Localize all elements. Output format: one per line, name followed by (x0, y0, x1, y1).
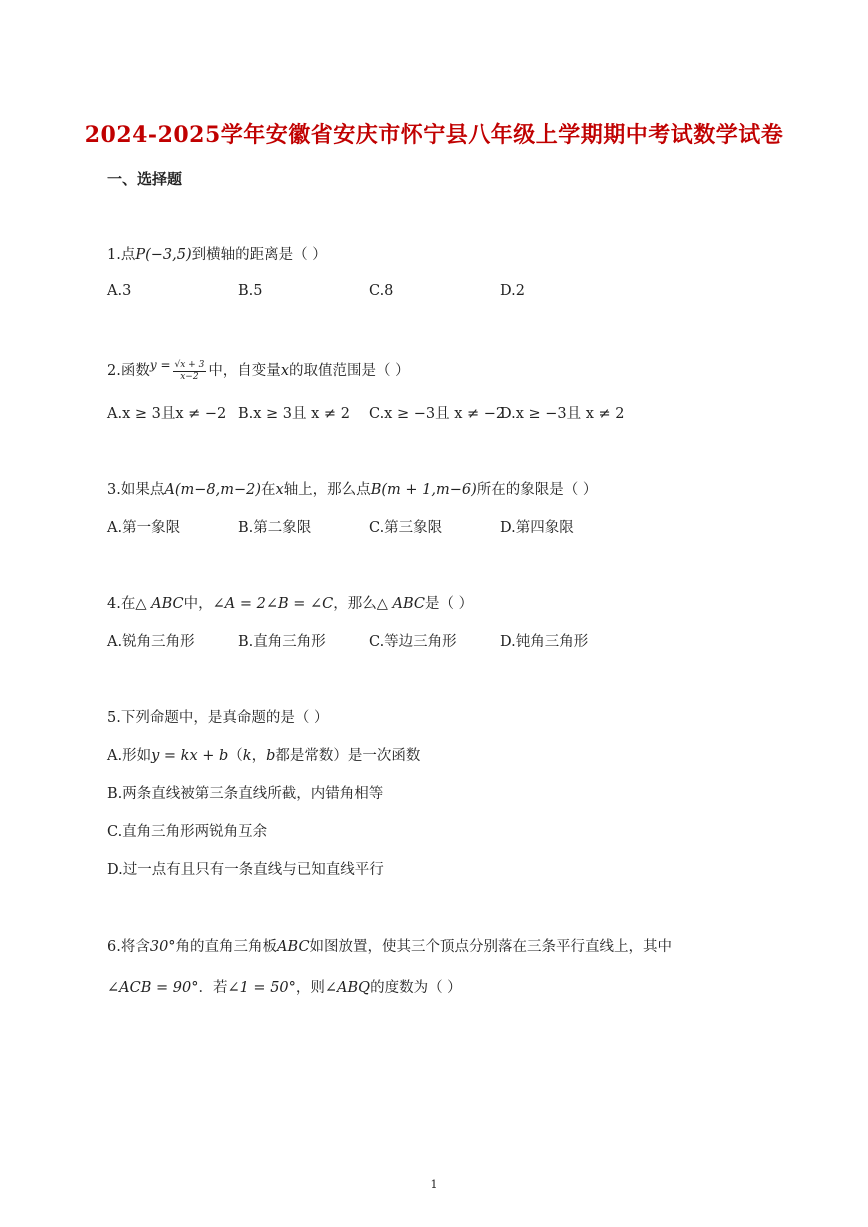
q1-stem-a: 1.点 (107, 247, 136, 263)
q6-stem-b: 角的直角三角板 (175, 939, 278, 955)
question-3 (107, 478, 597, 499)
question-5: 5.下列命题中，是真命题的是（ ） (107, 710, 329, 726)
q4-math-c: △ ABC (376, 596, 426, 612)
q2-stem-b: 中，自变量 (208, 363, 281, 379)
q5-option-a[interactable] (107, 744, 420, 765)
q3-option-a[interactable]: A.第一象限 (107, 520, 181, 536)
q5-option-a-text-2: （ (228, 748, 243, 764)
q5-option-a-k: k (242, 748, 252, 764)
q1-option-d[interactable]: D.2 (500, 283, 525, 299)
q3-math-b: B(m + 1,m−6) (370, 482, 477, 498)
q2-stem-c: 的取值范围是（ ） (289, 363, 410, 379)
q6-stem-c: 如图放置，使其三个顶点分别落在三条平行直线上，其中 (309, 939, 673, 955)
question-2 (107, 358, 410, 383)
q2-option-a[interactable]: A.x ≥ 3且x ≠ −2 (107, 406, 227, 422)
q3-stem-a: 3.如果点 (107, 482, 165, 498)
q5-option-a-b: b (266, 748, 276, 764)
q5-option-a-math: y = kx + b (151, 748, 229, 764)
q6-line2-text-b: ，则 (295, 980, 325, 996)
q1-math: P(−3,5) (135, 247, 192, 263)
q1-option-b[interactable]: B.5 (238, 283, 263, 299)
q3-stem-c: 轴上，那么点 (283, 482, 371, 498)
q3-option-b[interactable]: B.第二象限 (238, 520, 312, 536)
q6-line2-text-c: 的度数为（ ） (370, 980, 462, 996)
q3-math-a: A(m−8,m−2) (164, 482, 261, 498)
q6-line2-math-a: ∠ACB = 90° (107, 980, 199, 996)
q3-stem-d: 所在的象限是（ ） (476, 482, 598, 498)
q5-option-c[interactable]: C.直角三角形两锐角互余 (107, 824, 268, 840)
question-6 (107, 935, 672, 956)
q4-math-a: △ ABC (135, 596, 184, 612)
q6-math-b: ABC (277, 939, 310, 955)
q5-option-a-text-1: A.形如 (107, 748, 152, 764)
page-number: 1 (430, 1178, 438, 1191)
q2-y: y = (149, 358, 171, 372)
q4-math-b: ∠A = 2∠B = ∠C (212, 596, 334, 612)
q4-stem-d: 是（ ） (425, 596, 474, 612)
q2-denominator: x−2 (180, 371, 199, 382)
page-title: 2024-2025学年安徽省安庆市怀宁县八年级上学期期中考试数学试卷 (84, 122, 784, 148)
q2-option-b[interactable]: B.x ≥ 3且 x ≠ 2 (238, 406, 350, 422)
q2-numerator: √x + 3 (174, 359, 205, 370)
question-1 (107, 243, 327, 264)
q1-option-c[interactable]: C.8 (369, 283, 394, 299)
q4-option-d[interactable]: D.钝角三角形 (500, 634, 589, 650)
q5-option-d[interactable]: D.过一点有且只有一条直线与已知直线平行 (107, 862, 384, 878)
question-4 (107, 592, 473, 613)
q2-option-c[interactable]: C.x ≥ −3且 x ≠ −2 (369, 406, 506, 422)
q4-option-a[interactable]: A.锐角三角形 (107, 634, 195, 650)
q1-stem-b: 到横轴的距离是（ ） (191, 247, 327, 263)
q4-stem-c: ，那么 (333, 596, 377, 612)
question-6-line-2 (107, 976, 462, 997)
q2-stem-a: 2.函数 (107, 363, 150, 379)
q4-stem-b: 中， (183, 596, 213, 612)
q4-option-c[interactable]: C.等边三角形 (369, 634, 457, 650)
q3-option-c[interactable]: C.第三象限 (369, 520, 443, 536)
q6-line2-math-c: ∠ABQ (324, 980, 371, 996)
q2-x: x (280, 363, 289, 379)
q6-line2-math-b: ∠1 = 50° (227, 980, 296, 996)
q3-stem-b: 在 (261, 482, 276, 498)
q5-option-a-text-3: ， (251, 748, 267, 764)
q6-line2-text-a: ．若 (198, 980, 228, 996)
q6-stem-a: 6.将含 (107, 939, 150, 955)
q3-x: x (275, 482, 284, 498)
q4-stem-a: 4.在 (107, 596, 136, 612)
q1-option-a[interactable]: A.3 (107, 283, 132, 299)
q2-option-d[interactable]: D.x ≥ −3且 x ≠ 2 (500, 406, 625, 422)
q3-option-d[interactable]: D.第四象限 (500, 520, 574, 536)
q6-math-a: 30° (149, 939, 176, 955)
section-heading: 一、选择题 (107, 170, 183, 188)
q4-option-b[interactable]: B.直角三角形 (238, 634, 326, 650)
q5-option-a-text-4: 都是常数）是一次函数 (275, 748, 421, 764)
q2-fraction (173, 360, 207, 383)
q5-option-b[interactable]: B.两条直线被第三条直线所截，内错角相等 (107, 786, 384, 802)
